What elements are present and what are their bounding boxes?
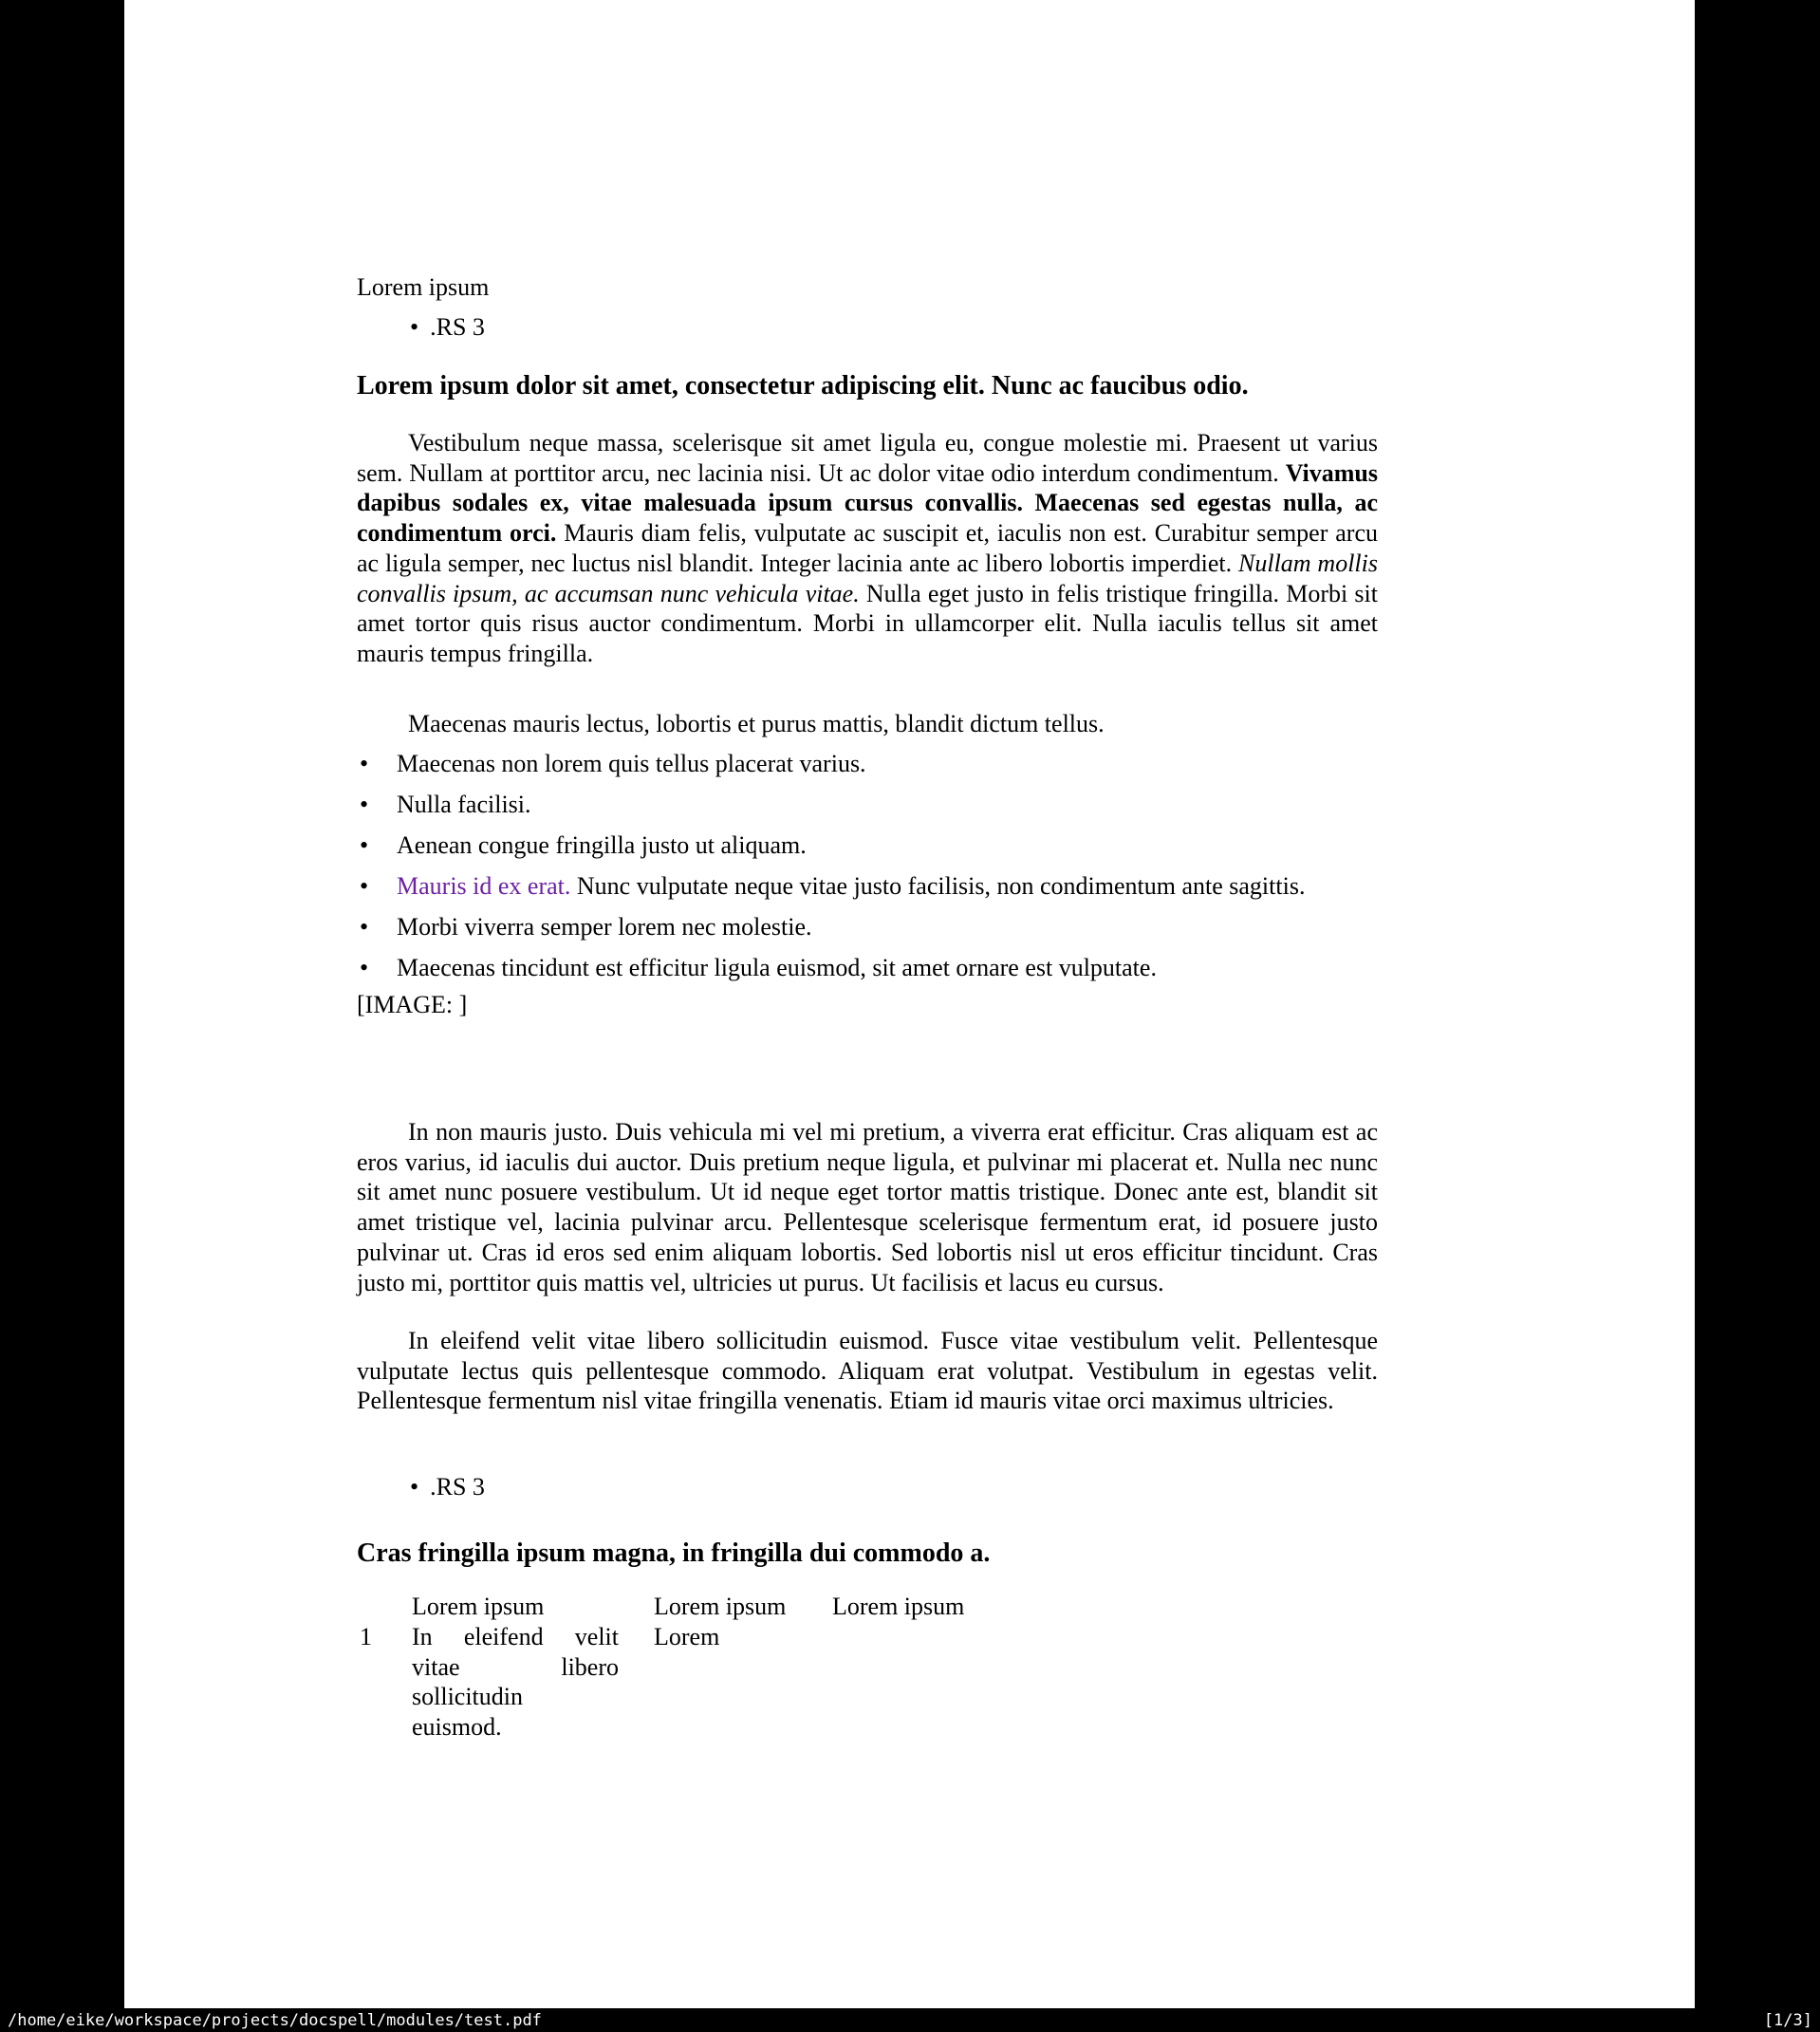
pdf-page bbox=[124, 0, 1695, 2008]
bullet-icon: • bbox=[360, 791, 369, 818]
paragraph-4: In eleifend velit vitae libero sollicitudin euismod. Fusce vitae vestibulum velit. Pellentesque vulputate lectus quis pellentesque commodo. Aliquam erat volutpat. Vestibulum in egestas velit. Pellentesque fermentum nisl vitae fringilla venenatis. Etiam id mauris vitae orci maximus ultricies. bbox=[357, 1327, 1378, 1415]
list-item bbox=[357, 749, 1378, 779]
paragraph-2: Maecenas mauris lectus, lobortis et purus mattis, blandit dictum tellus. bbox=[408, 710, 1105, 737]
file-path: /home/eike/workspace/projects/docspell/modules/test.pdf bbox=[8, 2010, 542, 2030]
list-item-text: Morbi viverra semper lorem nec molestie. bbox=[397, 913, 812, 941]
list-item bbox=[357, 953, 1378, 983]
table-header-cell: Lorem ipsum bbox=[832, 1593, 965, 1620]
page-indicator: [1/3] bbox=[1763, 2010, 1812, 2030]
bullet-icon: • bbox=[410, 313, 419, 341]
paragraph-1-normal-1: Vestibulum neque massa, scelerisque sit amet ligula eu, congue molestie mi. Praesent ut varius sem. Nullam at porttitor arcu, nec lacinia nisi. Ut ac dolor vitae odio interdum condimentum. bbox=[357, 429, 1378, 487]
image-placeholder: [IMAGE: ] bbox=[357, 991, 468, 1018]
table-row-number: 1 bbox=[360, 1623, 372, 1650]
list-item-text: Maecenas non lorem quis tellus placerat varius. bbox=[397, 750, 866, 777]
table-header-cell: Lorem ipsum bbox=[654, 1593, 787, 1620]
bullet-icon: • bbox=[360, 913, 369, 941]
list-item-text: Nunc vulputate neque vitae justo facilisis, non condimentum ante sagittis. bbox=[570, 872, 1306, 900]
bullet-list bbox=[357, 749, 1378, 994]
intro-line: Lorem ipsum bbox=[357, 273, 490, 301]
list-item-text: Maecenas tincidunt est efficitur ligula euismod, sit amet ornare est vulputate. bbox=[397, 954, 1157, 981]
paragraph-1-italic-run: Nullam mollis convallis ipsum, ac accumsan nunc vehicula vitae. bbox=[357, 549, 1379, 607]
paragraph-1-normal-3: Nulla eget justo in felis tristique fringilla. Morbi sit amet tortor quis risus auctor condimentum. Morbi in ullamcorper elit. Nulla iaculis tellus sit amet mauris tempus fringilla. bbox=[357, 579, 1378, 667]
list-item bbox=[357, 790, 1378, 820]
document-link[interactable]: Mauris id ex erat. bbox=[397, 872, 571, 900]
paragraph-1-normal-2: Mauris diam felis, vulputate ac suscipit et, iaculis non est. Curabitur semper arcu ac ligula semper, nec luctus nisl blandit. Integer lacinia ante ac libero lobortis imperdiet. bbox=[357, 519, 1379, 577]
list-item bbox=[357, 871, 1378, 902]
bullet-icon: • bbox=[360, 872, 369, 900]
table-cell: In eleifend velit vitae libero sollicitudin euismod. bbox=[412, 1623, 619, 1742]
bullet-icon: • bbox=[360, 750, 369, 777]
section-heading-1: Lorem ipsum dolor sit amet, consectetur adipiscing elit. Nunc ac faucibus odio. bbox=[357, 371, 1249, 401]
list-item-text: Nulla facilisi. bbox=[397, 791, 531, 818]
list-item-text: Aenean congue fringilla justo ut aliquam. bbox=[397, 831, 807, 859]
table-header-cell: Lorem ipsum bbox=[412, 1593, 545, 1620]
paragraph-1-bold-run: Vivamus dapibus sodales ex, vitae malesuada ipsum cursus convallis. Maecenas sed egestas nulla, ac condimentum orci. bbox=[357, 458, 1378, 548]
table-cell: Lorem bbox=[654, 1623, 720, 1650]
rs-macro-line-1 bbox=[357, 312, 1431, 343]
rs-macro-line-2 bbox=[357, 1472, 1431, 1502]
rs-macro-text: .RS 3 bbox=[430, 313, 485, 341]
bullet-icon: • bbox=[360, 831, 369, 859]
list-item bbox=[357, 912, 1378, 942]
rs-macro-text: .RS 3 bbox=[430, 1473, 485, 1501]
list-item bbox=[357, 830, 1378, 861]
statusbar bbox=[0, 2008, 1820, 2032]
paragraph-3: In non mauris justo. Duis vehicula mi vel mi pretium, a viverra erat efficitur. Cras aliquam est ac eros varius, id iaculis dui auctor. Duis pretium neque ligula, et pulvinar mi placerat et. Nulla nec nunc sit amet nunc posuere vestibulum. Ut id neque eget tortor mattis tristique. Donec ante est, blandit sit amet tristique vel, lacinia pulvinar arcu. Pellentesque scelerisque fermentum erat, id posuere justo pulvinar ut. Cras id eros sed enim aliquam lobortis. Sed lobortis nisl ut eros efficitur tincidunt. Cras justo mi, porttitor quis mattis vel, ultricies ut purus. Ut facilisis et lacus eu cursus. bbox=[357, 1118, 1378, 1296]
bullet-icon: • bbox=[360, 954, 369, 981]
bullet-icon: • bbox=[410, 1473, 419, 1501]
section-heading-2: Cras fringilla ipsum magna, in fringilla dui commodo a. bbox=[357, 1538, 991, 1568]
paragraph-1 bbox=[357, 428, 1378, 669]
